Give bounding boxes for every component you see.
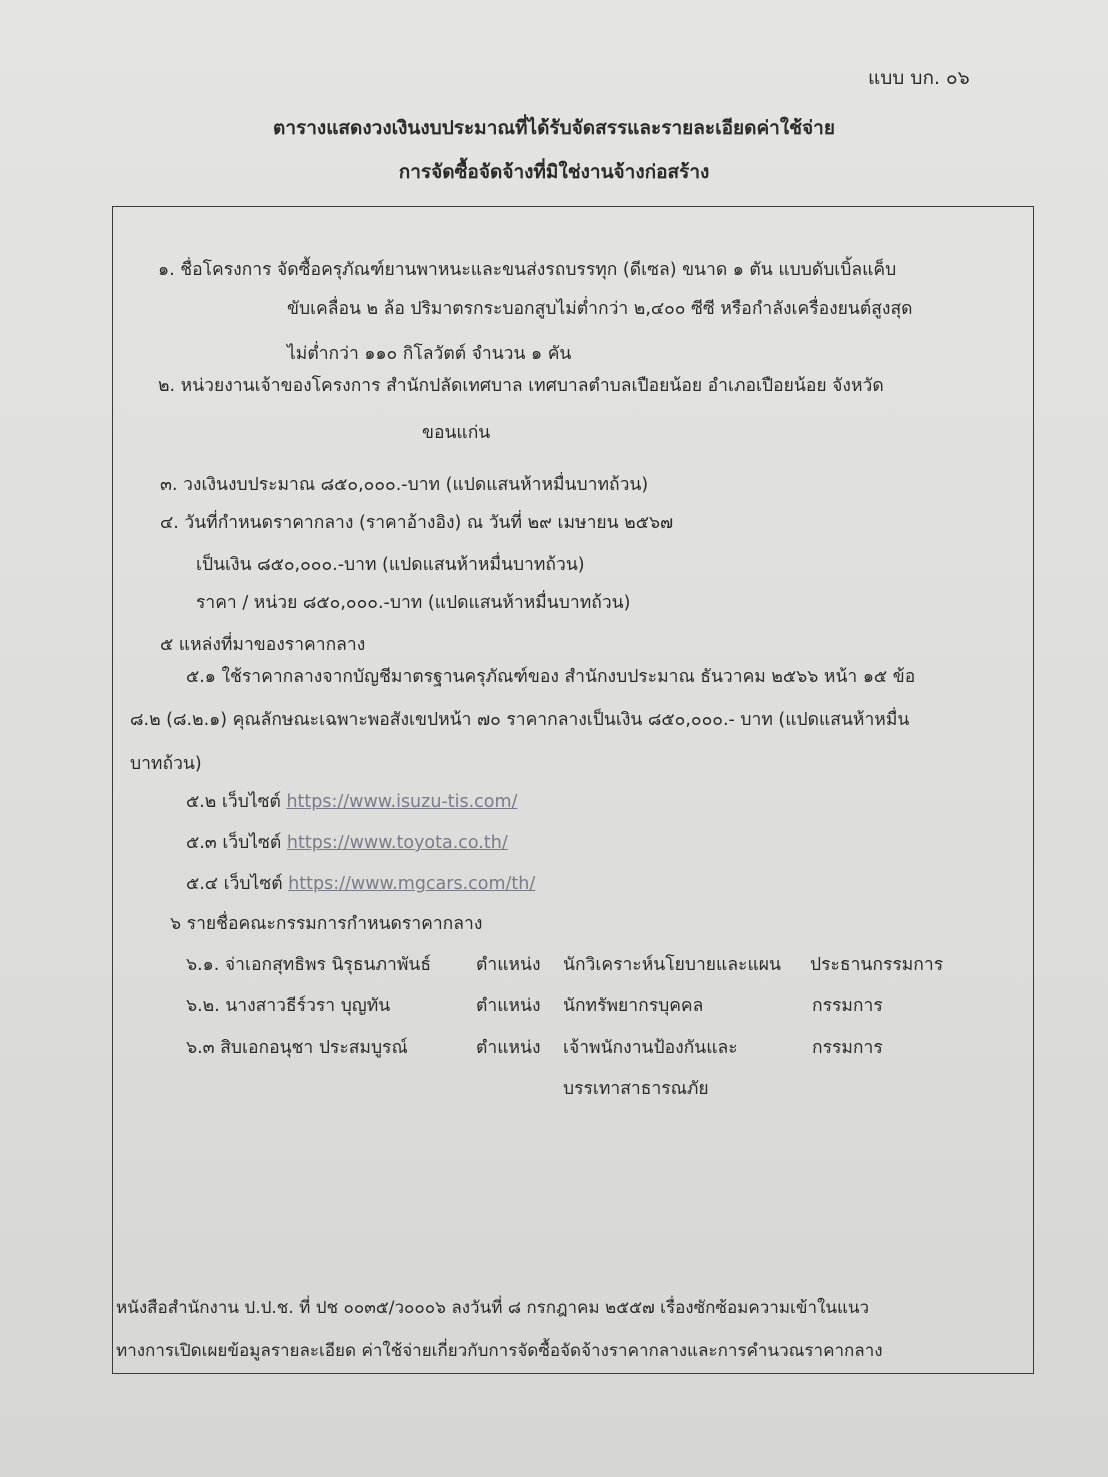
committee-role-3: กรรมการ: [812, 1038, 883, 1058]
item-2-line-2: ขอนแก่น: [422, 423, 491, 443]
item-1-line-3: ไม่ต่ำกว่า ๑๑๐ กิโลวัตต์ จำนวน ๑ คัน: [287, 344, 572, 364]
item-4-line-2: เป็นเงิน ๘๕๐,๐๐๐.-บาท (แปดแสนห้าหมื่นบาทถ้วน): [196, 555, 585, 575]
item-5-1-line-1: ๕.๑ ใช้ราคากลางจากบัญชีมาตรฐานครุภัณฑ์ของ สำนักงบประมาณ ธันวาคม ๒๕๖๖ หน้า ๑๕ ข้อ: [186, 667, 916, 687]
form-code: แบบ บก. ๐๖: [868, 67, 970, 89]
item-1-line-2: ขับเคลื่อน ๒ ล้อ ปริมาตรกระบอกสูบไม่ต่ำกว่า ๒,๔๐๐ ซีซี หรือกำลังเครื่องยนต์สูงสุด: [287, 299, 913, 319]
toyota-link[interactable]: https://www.toyota.co.th/: [286, 833, 508, 853]
committee-position-3-line-2: บรรเทาสาธารณภัย: [563, 1079, 709, 1099]
committee-name-1: ๖.๑. จ่าเอกสุทธิพร นิรุธนภาพันธ์: [186, 955, 432, 975]
item-6-heading: ๖ รายชื่อคณะกรรมการกำหนดราคากลาง: [170, 914, 483, 934]
item-5-2-label: ๕.๒ เว็บไซต์: [186, 792, 281, 812]
footer-note-line-2: ทางการเปิดเผยข้อมูลรายละเอียด ค่าใช้จ่ายเกี่ยวกับการจัดซื้อจัดจ้างราคากลางและการคำนวณราคากลาง: [116, 1341, 883, 1361]
document-subtitle: การจัดซื้อจัดจ้างที่มิใช่งานจ้างก่อสร้าง: [398, 161, 710, 183]
item-5-heading: ๕ แหล่งที่มาของราคากลาง: [160, 635, 366, 655]
committee-position-1: นักวิเคราะห์นโยบายและแผน: [563, 955, 781, 975]
item-3: ๓. วงเงินงบประมาณ ๘๕๐,๐๐๐.-บาท (แปดแสนห้าหมื่นบาทถ้วน): [160, 475, 649, 495]
item-1-line-1: ๑. ชื่อโครงการ จัดซื้อครุภัณฑ์ยานพาหนะและขนส่งรถบรรทุก (ดีเซล) ขนาด ๑ ตัน แบบดับเบิ้ลแค็บ: [158, 260, 897, 280]
committee-name-2: ๖.๒. นางสาวธีร์วรา บุญทัน: [186, 996, 391, 1016]
item-4-line-3: ราคา / หน่วย ๘๕๐,๐๐๐.-บาท (แปดแสนห้าหมื่นบาทถ้วน): [196, 593, 631, 613]
item-5-1-line-2: ๘.๒ (๘.๒.๑) คุณลักษณะเฉพาะพอสังเขปหน้า ๗๐ ราคากลางเป็นเงิน ๘๕๐,๐๐๐.- บาท (แปดแสนห้าหมื่น: [130, 710, 910, 730]
item-5-3: [186, 831, 508, 855]
committee-position-2: นักทรัพยากรบุคคล: [563, 996, 704, 1016]
isuzu-link[interactable]: https://www.isuzu-tis.com/: [286, 792, 518, 812]
committee-pos-label-2: ตำแหน่ง: [476, 996, 541, 1016]
item-5-3-label: ๕.๓ เว็บไซต์: [186, 833, 282, 853]
item-2-line-1: ๒. หน่วยงานเจ้าของโครงการ สำนักปลัดเทศบาล เทศบาลตำบลเปือยน้อย อำเภอเปือยน้อย จังหวัด: [158, 376, 884, 396]
item-4-line-1: ๔. วันที่กำหนดราคากลาง (ราคาอ้างอิง) ณ วันที่ ๒๙ เมษายน ๒๕๖๗: [160, 513, 674, 533]
item-5-2: [186, 790, 517, 814]
committee-role-2: กรรมการ: [812, 996, 883, 1016]
document-title: ตารางแสดงวงเงินงบประมาณที่ได้รับจัดสรรและรายละเอียดค่าใช้จ่าย: [273, 117, 835, 139]
committee-position-3: เจ้าพนักงานป้องกันและ: [563, 1038, 738, 1058]
committee-pos-label-1: ตำแหน่ง: [476, 955, 541, 975]
committee-role-1: ประธานกรรมการ: [810, 955, 944, 975]
committee-pos-label-3: ตำแหน่ง: [476, 1038, 541, 1058]
committee-name-3: ๖.๓ สิบเอกอนุชา ประสมบูรณ์: [186, 1038, 408, 1058]
item-5-1-line-3: บาทถ้วน): [130, 754, 202, 774]
item-5-4-label: ๕.๔ เว็บไซต์: [186, 874, 283, 894]
mgcars-link[interactable]: https://www.mgcars.com/th/: [288, 874, 536, 894]
item-5-4: [186, 872, 535, 896]
footer-note-line-1: หนังสือสำนักงาน ป.ป.ช. ที่ ปช ๐๐๓๕/ว๐๐๐๖ ลงวันที่ ๘ กรกฎาคม ๒๕๕๗ เรื่องซักซ้อมความเข้าในแนว: [116, 1298, 870, 1318]
